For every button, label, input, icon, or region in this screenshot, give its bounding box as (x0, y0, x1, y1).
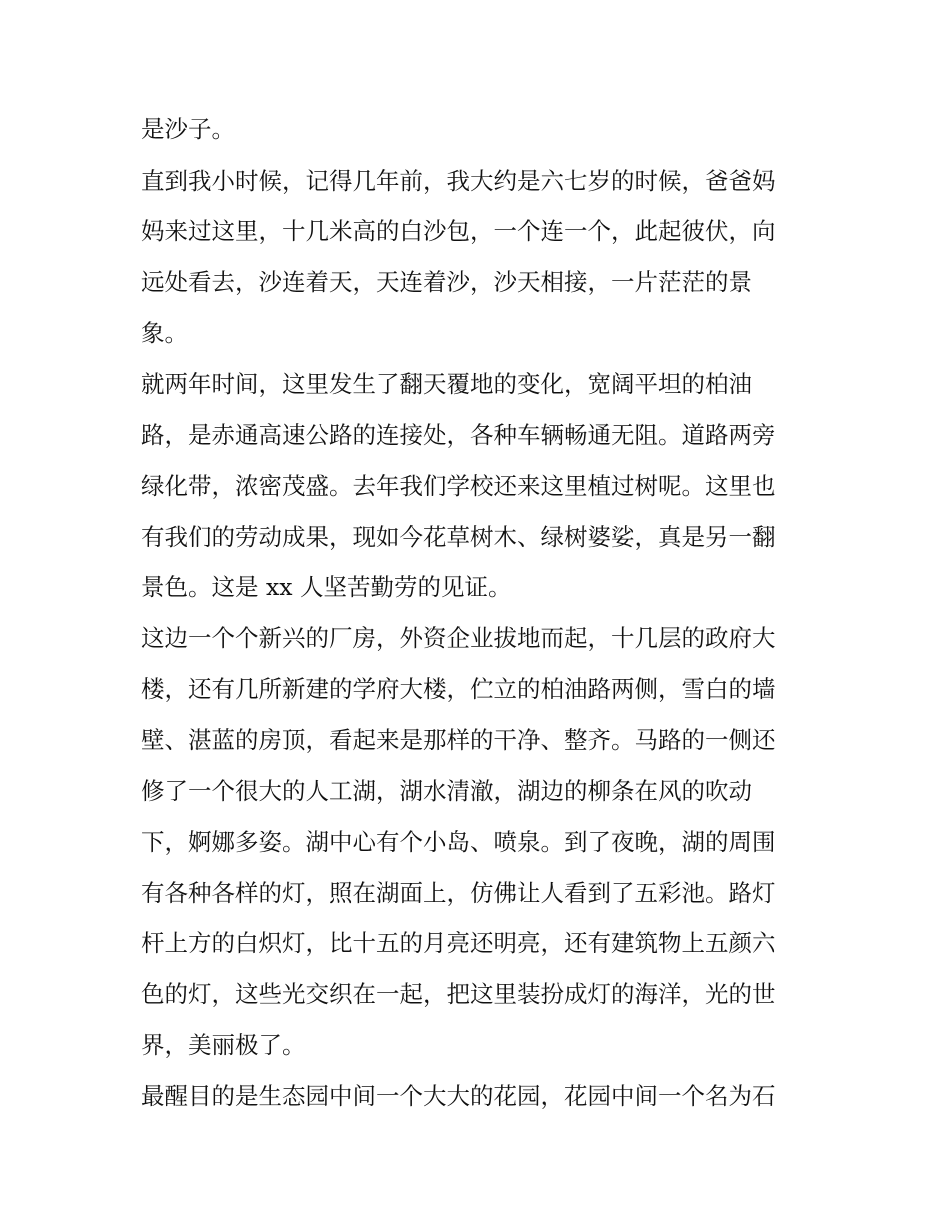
text-line: 壁、湛蓝的房顶，看起来是那样的干净、整齐。马路的一侧还 (141, 726, 776, 754)
text-line: 最醒目的是生态园中间一个大大的花园，花园中间一个名为石 (141, 1082, 776, 1110)
text-line: 色的灯，这些光交织在一起，把这里装扮成灯的海洋，光的世 (141, 980, 776, 1008)
text-line: 有我们的劳动成果，现如今花草树木、绿树婆娑，真是另一翻 (141, 523, 776, 551)
text-line: 远处看去，沙连着天，天连着沙，沙天相接，一片茫茫的景 (141, 268, 752, 296)
text-line: 就两年时间，这里发生了翻天覆地的变化，宽阔平坦的柏油 (141, 370, 752, 398)
text-line: 杆上方的白炽灯，比十五的月亮还明亮，还有建筑物上五颜六 (141, 929, 776, 957)
text-line: 这边一个个新兴的厂房，外资企业拔地而起，十几层的政府大 (141, 624, 776, 652)
text-line: 下，婀娜多姿。湖中心有个小岛、喷泉。到了夜晚，湖的周围 (141, 828, 776, 856)
text-line: 修了一个很大的人工湖，湖水清澈，湖边的柳条在风的吹动 (141, 777, 752, 805)
text-line: 路，是赤通高速公路的连接处，各种车辆畅通无阻。道路两旁 (141, 421, 776, 449)
text-line: 妈来过这里，十几米高的白沙包，一个连一个，此起彼伏，向 (141, 217, 776, 245)
text-line: 是沙子。 (141, 115, 235, 143)
text-line: 直到我小时候，记得几年前，我大约是六七岁的时候，爸爸妈 (141, 167, 776, 195)
text-line: 有各种各样的灯，照在湖面上，仿佛让人看到了五彩池。路灯 (141, 879, 776, 907)
text-line: 象。 (141, 319, 188, 347)
text-line: 景色。这是 xx 人坚苦勤劳的见证。 (141, 573, 512, 601)
text-line: 绿化带，浓密茂盛。去年我们学校还来这里植过树呢。这里也 (141, 472, 776, 500)
text-line: 楼，还有几所新建的学府大楼，伫立的柏油路两侧，雪白的墙 (141, 675, 776, 703)
text-line: 界，美丽极了。 (141, 1031, 306, 1059)
